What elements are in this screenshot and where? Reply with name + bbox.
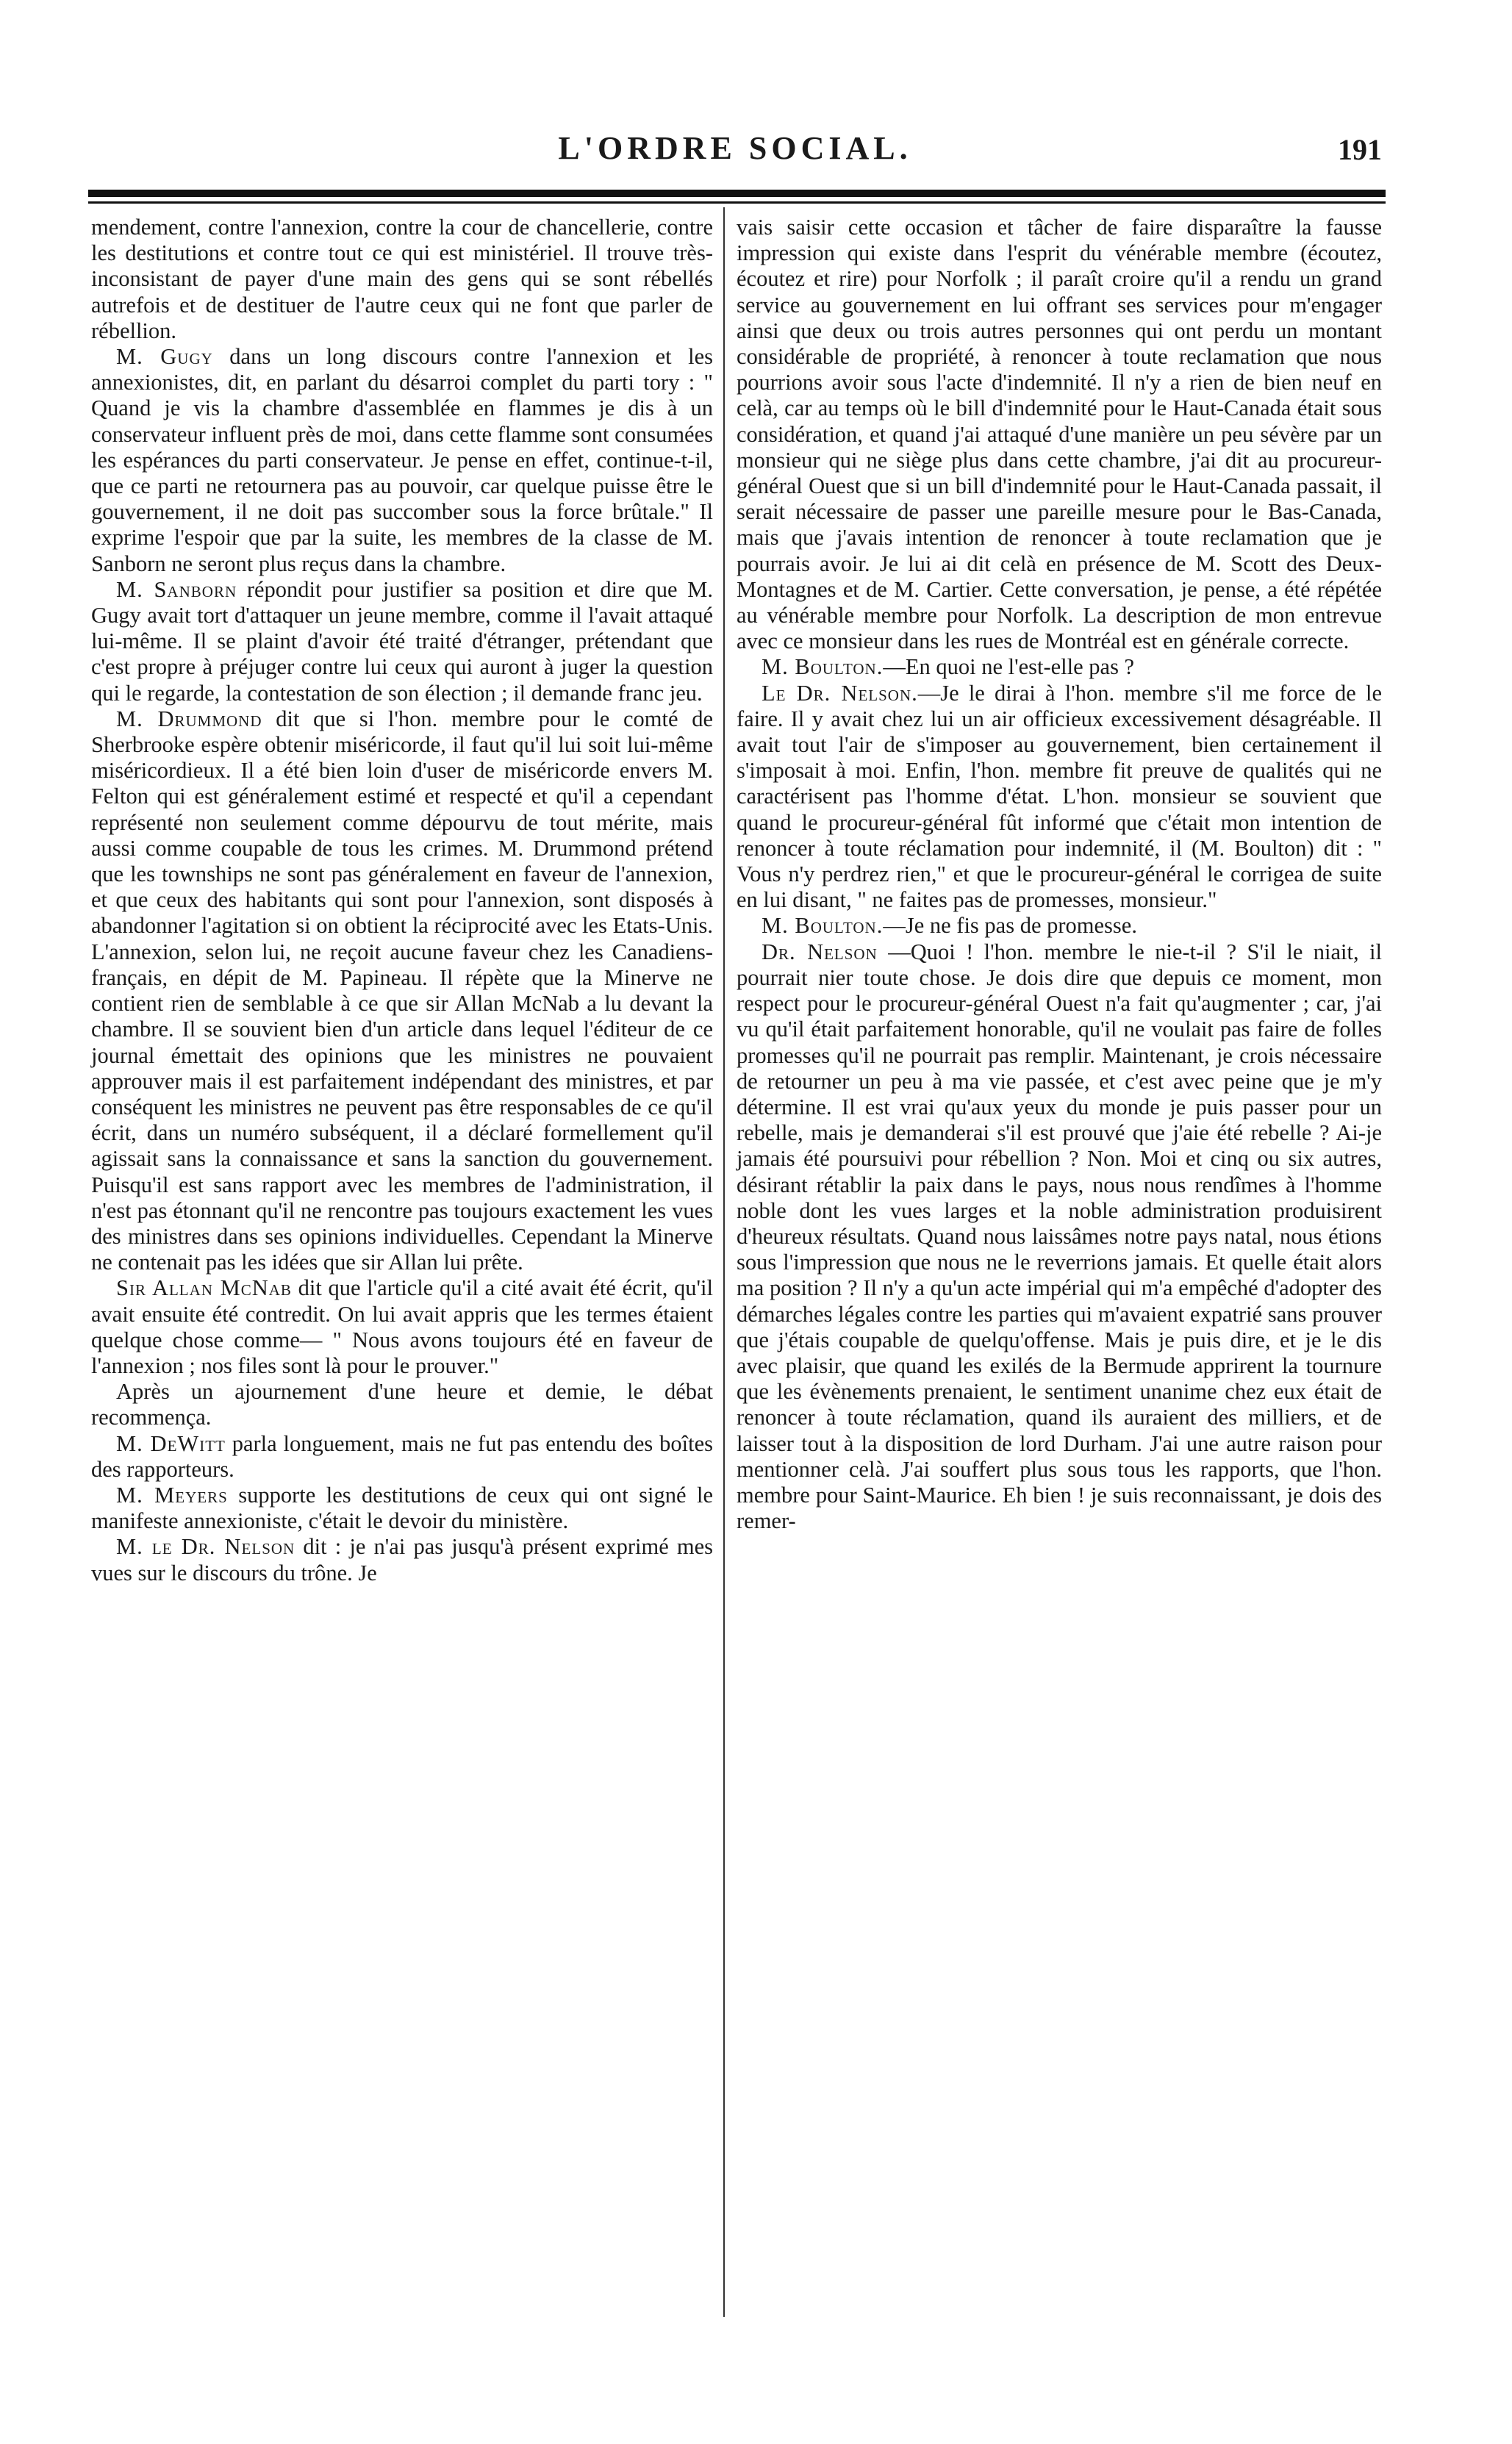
paragraph-text: dit que l'article qu'il a cité avait été écrit, qu'il avait ensuite été contredit. On lui avait appris que les termes étaient quelque chose comme— " Nous avons toujours été en faveur de l'annexion ; nos files sont là pour le prouver." (91, 1275, 714, 1378)
speaker-name: Dr. Nelson (762, 939, 878, 964)
paragraph-text: —Je ne fis pas de promesse. (883, 913, 1137, 939)
paragraph (737, 913, 1382, 939)
paragraph (91, 1431, 713, 1483)
paragraph-text: mendement, contre l'annexion, contre la cour de chancellerie, contre les destitutions et contre tout ce qui est ministériel. Il trouve très-inconsistant de payer d'une main des gens qui se sont rébellés autrefois et de destituer de l'autre ceux qui ne font que parler de rébellion. (91, 215, 713, 343)
speaker-name: Le Dr. Nelson. (762, 680, 918, 706)
paragraph-text: dit : je n'ai pas jusqu'à présent exprimé mes vues sur le discours du trône. Je (91, 1534, 714, 1585)
paragraph-text: —Quoi ! l'hon. membre le nie-t-il ? S'il le niait, il pourrait nier toute chose. Je dois dire que depuis ce moment, mon respect pour le procureur-général Ouest n'a fait qu'augmenter ; car, j'ai vu qu'il était parfaitement honorable, qu'il ne voulait pas faire de folles promesses qu'il ne pourrait pas remplir. Maintenant, je crois nécessaire de retourner un peu à ma vie passée, et c'est avec peine que je m'y détermine. Il est vrai qu'aux yeux du monde je puis passer pour un rebelle, mais je demanderai s'il est prouvé que j'aie été rebelle ? Ai-je jamais été poursuivi pour rébellion ? Non. Moi et cinq ou six autres, désirant rétablir la paix dans le pays, nous nous rendîmes à l'homme noble dont les vues larges et la noble administration produisirent d'heureux résultats. Quand nous laissâmes notre pays natal, nous étions sous l'impression que nous ne le reverrions jamais. Et quelle était alors ma position ? Il n'y a qu'un acte impérial qui m'a empêché d'adopter des démarches légales contre les parties qui m'avaient expatrié sans prouver que j'étais coupable de quelqu'offense. Mais je puis dire, et je le dis avec plaisir, que quand les exilés de la Bermude apprirent la tournure que les évènements prenaient, le sentiment unanime chez eux était de renoncer à toute réclamation, quand ils auraient des milliers, et de laisser tout à la disposition de lord Durham. J'ai une autre raison pour mentionner celà. J'ai souffert plus sous tous les rapports, que l'hon. membre pour Saint-Maurice. Eh bien ! je suis reconnaissant, je dois des remer- (737, 939, 1382, 1534)
left-column (91, 215, 713, 1586)
paragraph (91, 215, 713, 344)
header-rule-thin (88, 201, 1386, 204)
speaker-name: M. Sanborn (116, 576, 237, 602)
speaker-name: M. Boulton. (762, 913, 884, 939)
speaker-name: M. Gugy (116, 344, 213, 370)
speaker-name: M. Meyers (116, 1482, 228, 1508)
paragraph (737, 654, 1382, 680)
paragraph (737, 939, 1382, 1535)
paragraph (737, 681, 1382, 914)
header-rule (88, 190, 1386, 197)
paragraph (91, 344, 713, 577)
column-divider (723, 207, 725, 2317)
page-number: 191 (1338, 133, 1382, 166)
paragraph-text: Après un ajournement d'une heure et demie, le débat recommença. (91, 1379, 713, 1430)
paragraph-text: répondit pour justifier sa position et dire que M. Gugy avait tort d'attaquer un jeune membre, comme il l'avait attaqué lui-même. Il se plaint d'avoir été traité d'étranger, prétendant que c'est propre à préjuger contre lui ceux qui auront à juger la question qui le regarde, la contestation de son élection ; il demande franc jeu. (91, 576, 714, 706)
speaker-name: M. le Dr. Nelson (116, 1534, 295, 1560)
paragraph (91, 577, 713, 706)
paragraph (91, 1275, 713, 1379)
paragraph (91, 1534, 713, 1585)
paragraph (91, 1483, 713, 1534)
paragraph-text: dans un long discours contre l'annexion et les annexionistes, dit, en parlant du désarroi complet du parti tory : " Quand je vis la chambre d'assemblée en flammes je dis à un conservateur influent près de moi, dans cette flamme sont consumées les espérances du parti conservateur. Je pense en effet, continue-t-il, que ce parti ne retournera pas au pouvoir, car quelque puisse être le gouvernement, il ne doit pas succomber sous la force brûtale." Il exprime l'espoir que par la suite, les membres de la classe de M. Sanborn ne seront plus reçus dans la chambre. (91, 344, 713, 576)
paragraph (737, 215, 1382, 654)
paragraph (91, 1379, 713, 1430)
speaker-name: M. Boulton. (762, 654, 884, 680)
speaker-name: M. DeWitt (116, 1430, 226, 1456)
speaker-name: M. Drummond (116, 706, 262, 731)
paragraph (91, 706, 713, 1275)
page-header (88, 125, 1382, 184)
running-title: L'ORDRE SOCIAL. (558, 130, 912, 166)
paragraph-text: supporte les destitutions de ceux qui ont signé le manifeste annexioniste, c'était le devoir du ministère. (91, 1482, 714, 1534)
paragraph-text: —Je le dirai à l'hon. membre s'il me force de le faire. Il y avait chez lui un air officieux excessivement désagréable. Il avait tout l'air de s'imposer au gouvernement, bien certainement il s'imposait à moi. Enfin, l'hon. membre fit preuve de qualités qui ne caractérisent pas l'homme d'état. L'hon. monsieur se souvient que quand le procureur-général fût informé que c'était mon intention de renoncer à toute réclamation pour indemnité, il (M. Boulton) dit : " Vous n'y perdrez rien," et que le procureur-général le corrigea de suite en lui disant, " ne faites pas de promesses, monsieur." (737, 680, 1382, 913)
paragraph-text: dit que si l'hon. membre pour le comté de Sherbrooke espère obtenir miséricorde, il faut qu'il lui soit lui-même miséricordieux. Il a été bien loin d'user de miséricorde envers M. Felton qui est généralement estimé et respecté et qu'il a cependant représenté non seulement comme dépourvu de tout mérite, mais aussi comme coupable de tous les crimes. M. Drummond prétend que les townships ne sont pas généralement en faveur de l'annexion, et que ceux des habitants qui sont pour l'annexion, sont disposés à abandonner l'agitation si on obtient la réciprocité avec les Etats-Unis. L'annexion, selon lui, ne reçoit aucune faveur chez les Canadiens-français, en dépit de M. Papineau. Il répète que la Minerve ne contient rien de semblable à ce que sir Allan McNab a lu devant la chambre. Il se souvient bien d'un article dans lequel l'éditeur de ce journal émettait des opinions que les ministres ne pouvaient approuver mais il est parfaitement indépendant des ministres, et par conséquent les ministres ne peuvent pas être responsables de ce qu'il écrit, dans un numéro subséquent, il a déclaré formellement qu'il agissait sans la connaissance et sans la sanction du gouvernement. Puisqu'il est sans rapport avec les membres de l'administration, il n'est pas étonnant qu'il ne rencontre pas toujours exactement les vues des ministres dans ses opinions individuelles. Cependant la Minerve ne contenait pas les idées que sir Allan lui prête. (91, 706, 713, 1275)
speaker-name: Sir Allan McNab (116, 1275, 292, 1301)
paragraph-text: —En quoi ne l'est-elle pas ? (883, 654, 1135, 680)
paragraph-text: vais saisir cette occasion et tâcher de faire disparaître la fausse impression qui existe dans l'esprit du vénérable membre (écoutez, écoutez et rire) pour Norfolk ; il paraît croire qu'il a rendu un grand service au gouvernement en lui offrant ses services pour m'engager ainsi que deux ou trois autres personnes qui ont perdu un montant considérable de propriété, à renoncer à toute reclamation que nous pourrions avoir sous l'acte d'indemnité. Il n'y a rien de bien neuf en celà, car au temps où le bill d'indemnité pour le Haut-Canada était sous considération, et quand j'ai attaqué d'une manière un peu sévère par un monsieur qui ne siège plus dans cette chambre, j'ai dit au procureur-général Ouest que si un bill d'indemnité pour le Haut-Canada passait, il serait nécessaire de passer une pareille mesure pour le Bas-Canada, mais que j'avais intention de renoncer à toute reclamation que je pourrais avoir. Je lui ai dit celà en présence de M. Scott des Deux-Montagnes et de M. Cartier. Cette conversation, je pense, a été répétée au vénérable membre pour Norfolk. La description de mon entrevue avec ce monsieur dans les rues de Montréal est en générale correcte. (737, 215, 1382, 654)
right-column (737, 215, 1382, 1534)
paragraph-text: parla longuement, mais ne fut pas entendu des boîtes des rapporteurs. (91, 1430, 713, 1482)
